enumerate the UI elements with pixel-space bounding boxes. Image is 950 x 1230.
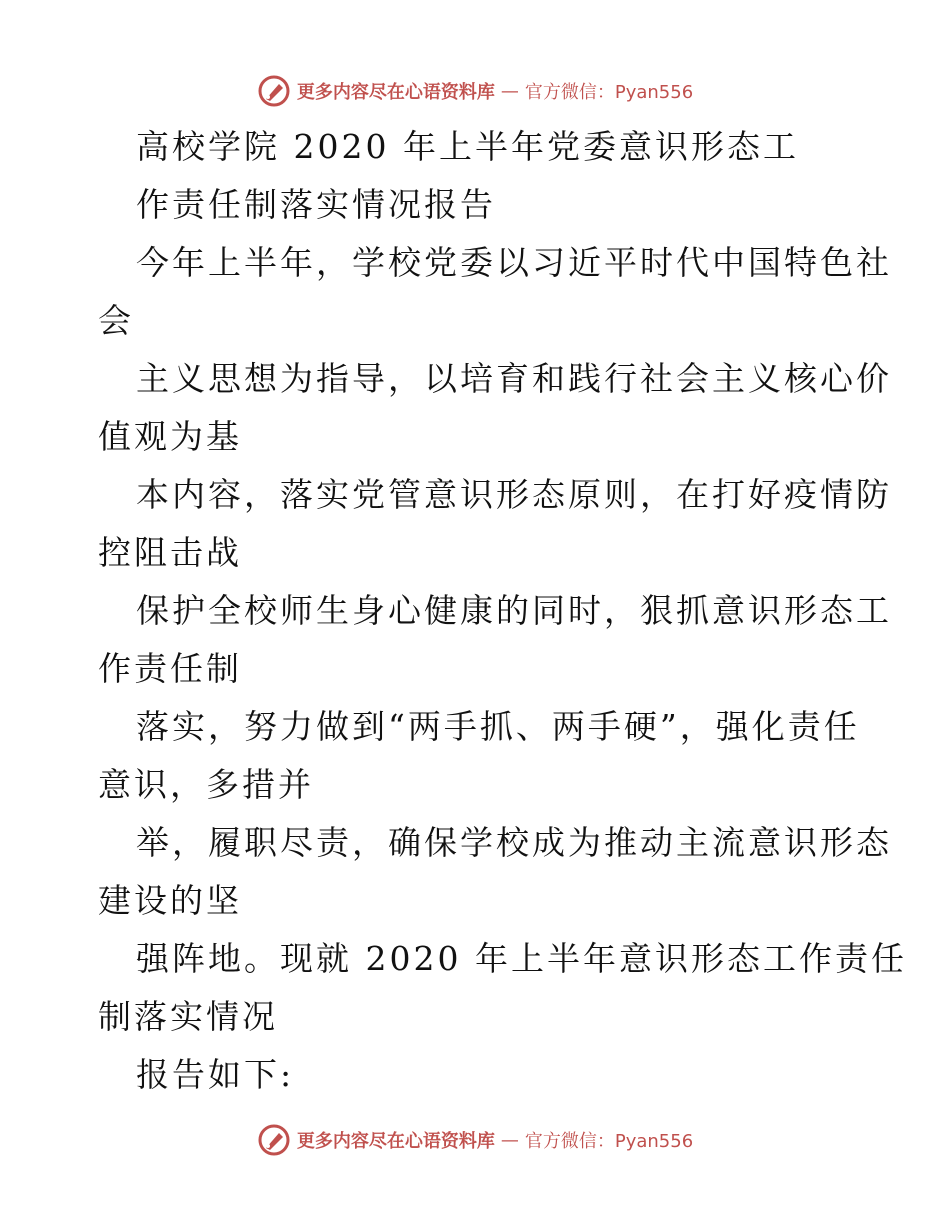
watermark-separator: —: [500, 1129, 519, 1151]
paragraph-line: 报告如下:: [136, 1055, 295, 1094]
paragraph-line: 保护全校师生身心健康的同时，狠抓意识形态工: [136, 591, 892, 630]
watermark-sub-text: 官方微信：Pyan556: [524, 1131, 694, 1152]
title-line-1: 高校学院 2020 年上半年党委意识形态工: [136, 127, 799, 166]
paragraph-line: 建设的坚: [98, 881, 242, 920]
paragraph-line: 主义思想为指导，以培育和践行社会主义核心价: [136, 359, 892, 398]
paragraph-line: 意识，多措并: [98, 765, 314, 804]
pen-nib-logo-icon: [257, 1123, 291, 1157]
paragraph-line: 会: [98, 301, 134, 340]
paragraph-line: 举，履职尽责，确保学校成为推动主流意识形态: [136, 823, 892, 862]
paragraph-line: 今年上半年，学校党委以习近平时代中国特色社: [136, 243, 892, 282]
paragraph-line: 控阻击战: [98, 533, 242, 572]
paragraph-line: 作责任制: [98, 649, 242, 688]
watermark-sub-text: 官方微信：Pyan556: [524, 82, 694, 103]
pen-nib-logo-icon: [257, 74, 291, 108]
paragraph-line: 值观为基: [98, 417, 242, 456]
paragraph-line: 落实，努力做到“两手抓、两手硬”，强化责任: [136, 707, 860, 746]
watermark-header: [0, 71, 950, 111]
paragraph-line: 制落实情况: [98, 997, 278, 1036]
paragraph-line: 本内容，落实党管意识形态原则，在打好疫情防: [136, 475, 892, 514]
watermark-footer: [0, 1120, 950, 1160]
watermark-separator: —: [500, 80, 519, 102]
watermark-main-text: 更多内容尽在心语资料库: [296, 1131, 495, 1152]
watermark-main-text: 更多内容尽在心语资料库: [296, 82, 495, 103]
paragraph-line: 强阵地。现就 2020 年上半年意识形态工作责任: [136, 939, 907, 978]
title-line-2: 作责任制落实情况报告: [136, 185, 496, 224]
document-body: [98, 118, 907, 1104]
